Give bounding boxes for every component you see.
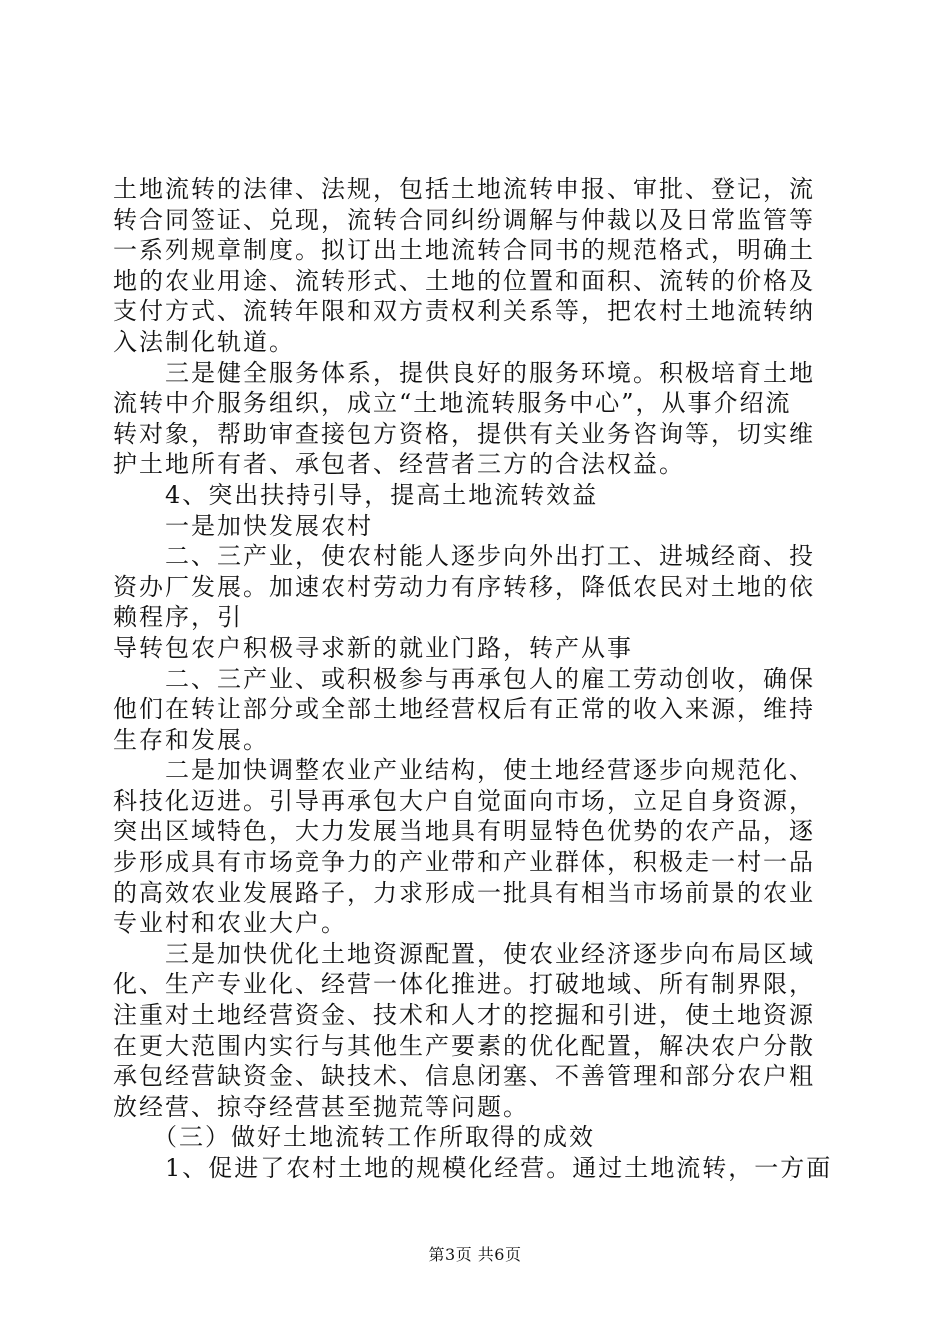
text-line: 在更大范围内实行与其他生产要素的优化配置，解决农户分散	[113, 1031, 815, 1060]
text-line: 土地流转的法律、法规，包括土地流转申报、审批、登记，流	[113, 175, 815, 203]
text-line: 生存和发展。	[113, 725, 269, 754]
text-line: 支付方式、流转年限和双方责权利关系等，把农村土地流转纳	[113, 297, 815, 326]
section-heading: （三）做好土地流转工作所取得的成效	[113, 1123, 595, 1152]
text-line: 突出区域特色，大力发展当地具有明显特色优势的农产品，逐	[113, 817, 815, 846]
text-line: 一系列规章制度。拟订出土地流转合同书的规范格式，明确土	[113, 236, 815, 265]
text-line: 导转包农户积极寻求新的就业门路，转产从事	[113, 633, 633, 662]
text-line: 流转中介服务组织，成立“土地流转服务中心”，从事介绍流	[113, 389, 792, 418]
text-line: 步形成具有市场竞争力的产业带和产业群体，积极走一村一品	[113, 848, 815, 877]
text-line: 承包经营缺资金、缺技术、信息闭塞、不善管理和部分农户粗	[113, 1062, 815, 1091]
text-line: 科技化迈进。引导再承包大户自觉面向市场，立足自身资源，	[113, 786, 815, 815]
text-line: 1、促进了农村土地的规模化经营。通过土地流转，一方面	[113, 1154, 833, 1182]
text-line: 专业村和农业大户。	[113, 909, 347, 938]
text-line: 一是加快发展农村	[113, 511, 373, 540]
text-line: 注重对土地经营资金、技术和人才的挖掘和引进，使土地资源	[113, 1001, 815, 1030]
text-line: 二、三产业，使农村能人逐步向外出打工、进城经商、投	[113, 542, 815, 571]
text-line: 化、生产专业化、经营一体化推进。打破地域、所有制界限，	[113, 970, 815, 999]
text-line: 资办厂发展。加速农村劳动力有序转移，降低农民对土地的依	[113, 572, 815, 601]
text-line: 三是健全服务体系，提供良好的服务环境。积极培育土地	[113, 358, 815, 387]
section-heading: 4、突出扶持引导，提高土地流转效益	[113, 480, 599, 509]
text-line: 的高效农业发展路子，力求形成一批具有相当市场前景的农业	[113, 878, 815, 907]
text-line: 他们在转让部分或全部土地经营权后有正常的收入来源，维持	[113, 695, 815, 724]
body-text	[113, 174, 843, 1184]
text-line: 护土地所有者、承包者、经营者三方的合法权益。	[113, 450, 685, 479]
text-line: 地的农业用途、流转形式、土地的位置和面积、流转的价格及	[113, 266, 815, 295]
text-line: 放经营、掠夺经营甚至抛荒等问题。	[113, 1092, 529, 1121]
text-line: 转合同签证、兑现，流转合同纠纷调解与仲裁以及日常监管等	[113, 205, 815, 234]
page-number-footer: 第3页 共6页	[428, 1245, 522, 1264]
text-line: 二、三产业、或积极参与再承包人的雇工劳动创收，确保	[113, 664, 815, 693]
text-line: 赖程序，引	[113, 603, 243, 632]
text-line: 入法制化轨道。	[113, 327, 295, 356]
text-line: 转对象，帮助审查接包方资格，提供有关业务咨询等，切实维	[113, 419, 815, 448]
text-line: 二是加快调整农业产业结构，使土地经营逐步向规范化、	[113, 756, 815, 785]
text-line: 三是加快优化土地资源配置，使农业经济逐步向布局区域	[113, 939, 815, 968]
